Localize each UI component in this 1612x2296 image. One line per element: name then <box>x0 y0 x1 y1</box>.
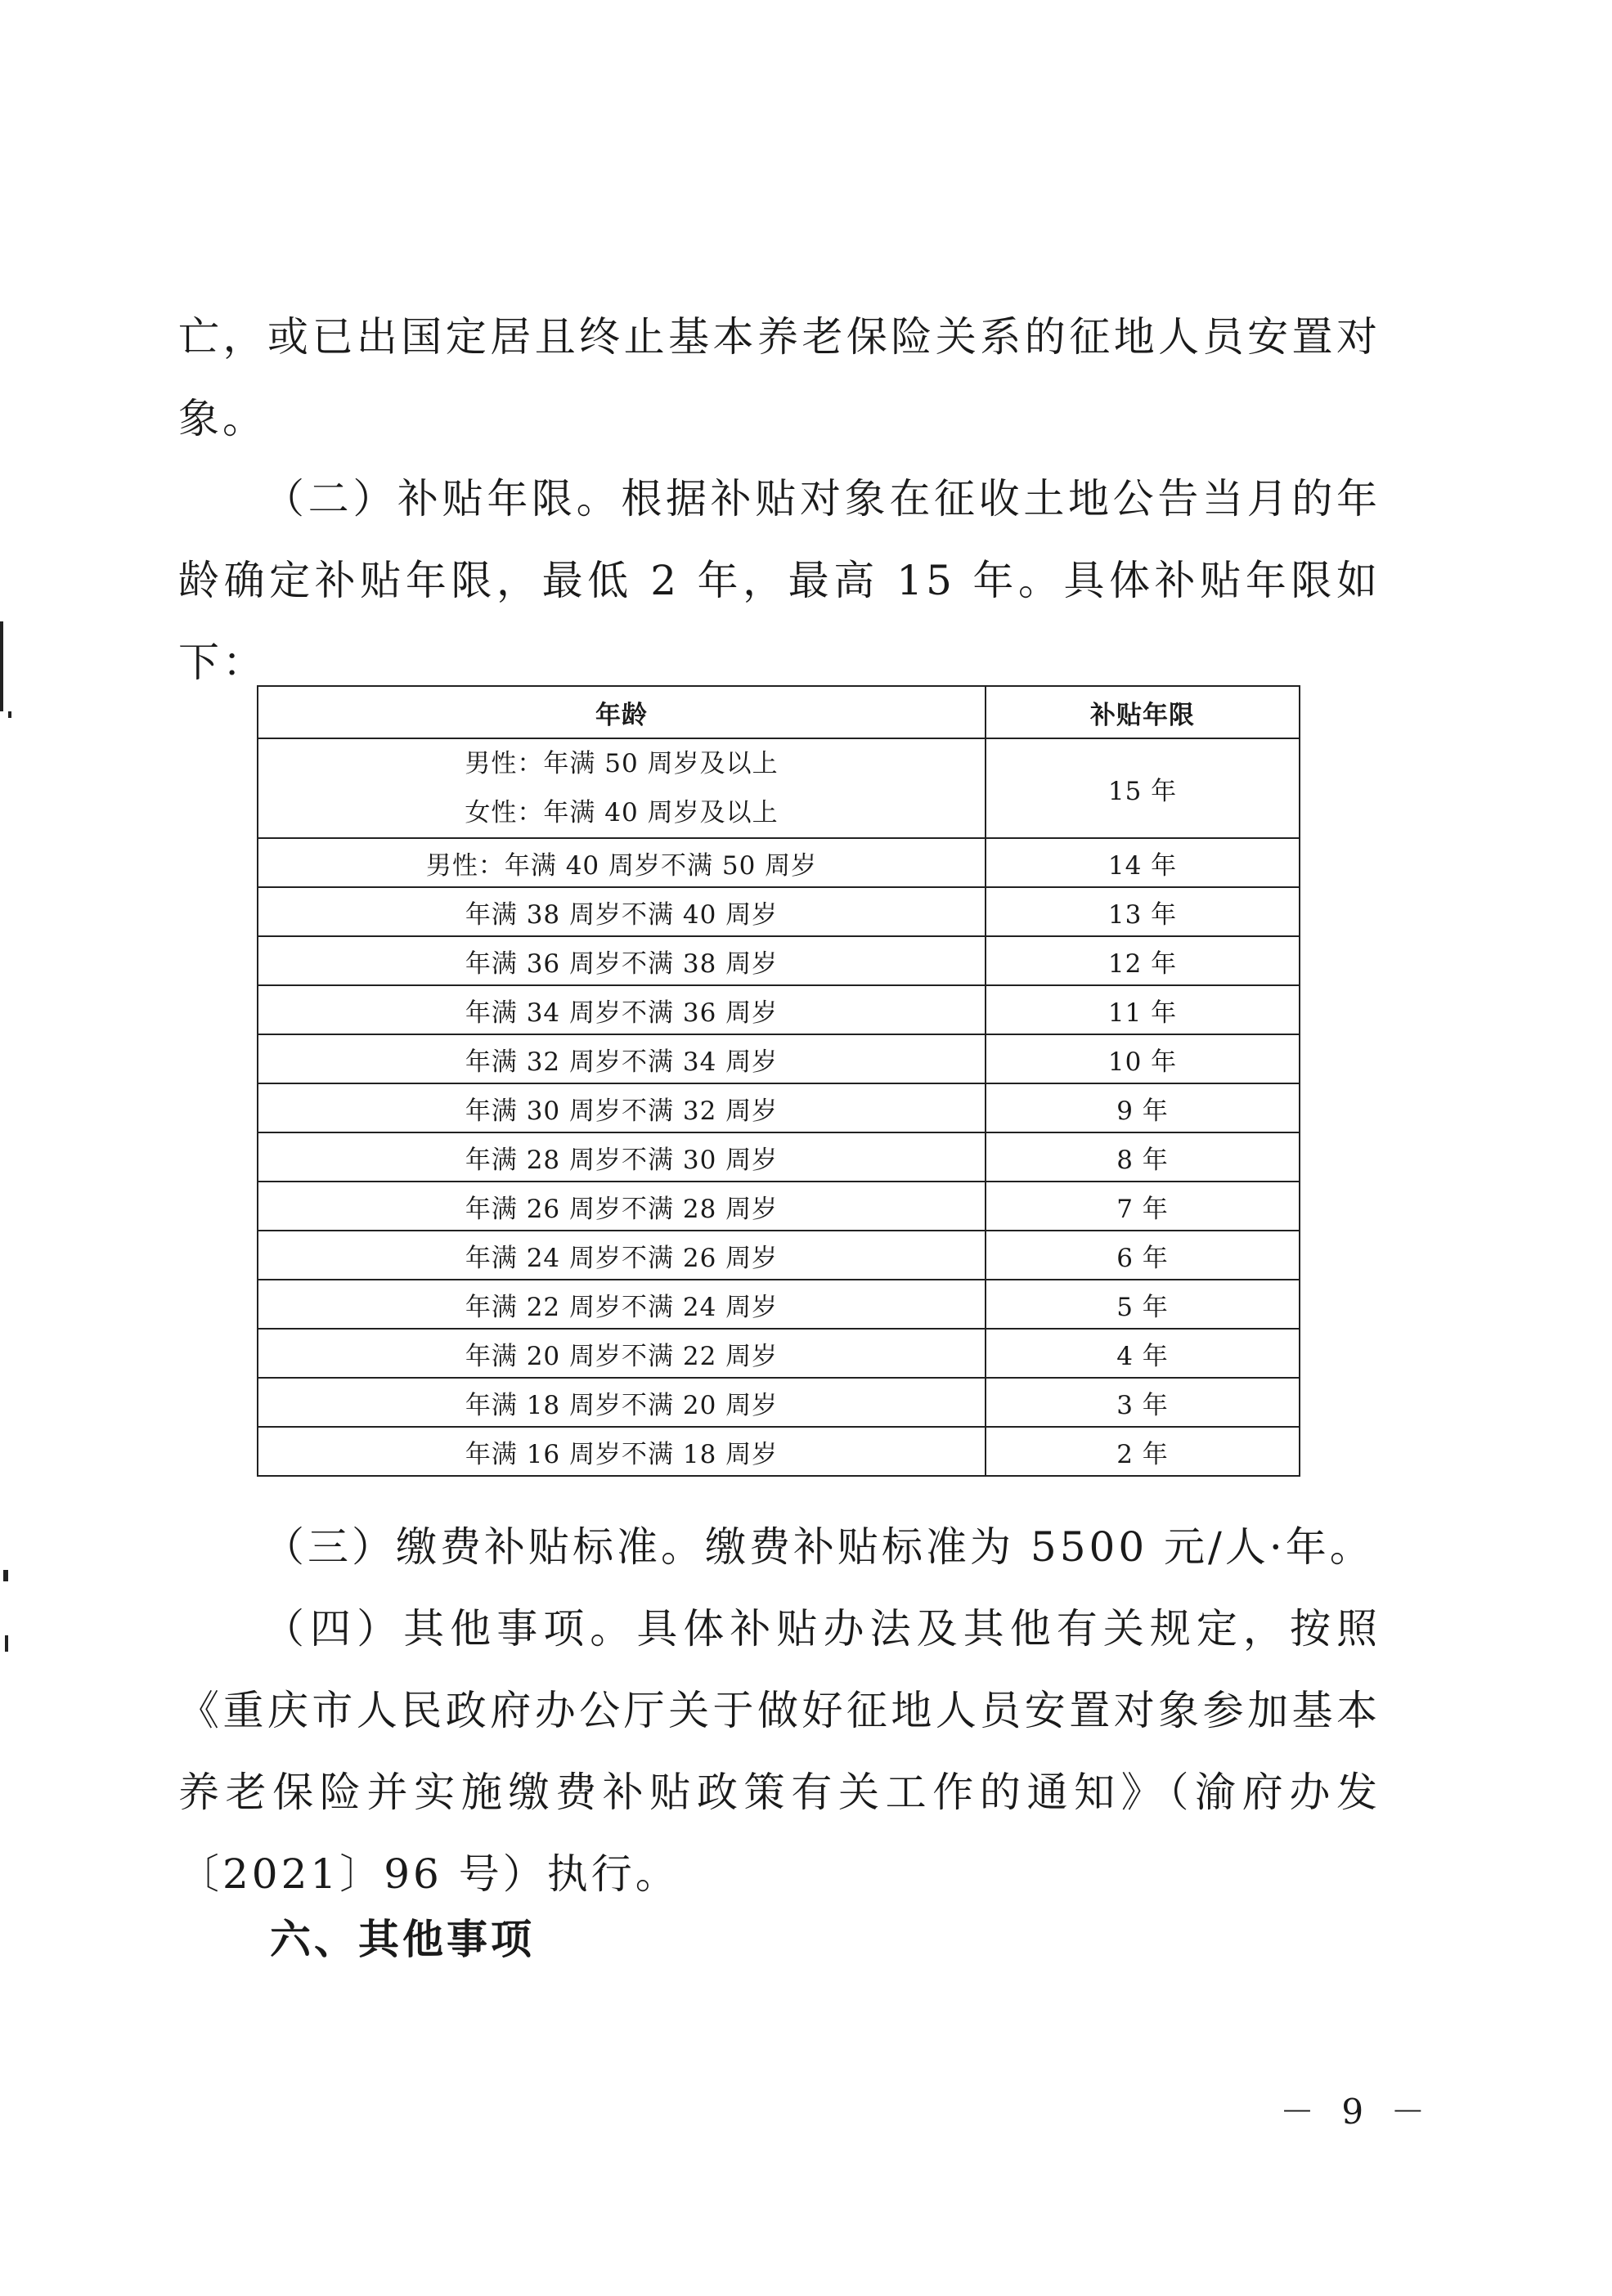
years-cell: 2 年 <box>986 1427 1300 1476</box>
age-line-male: 男性：年满 50 周岁及以上 <box>465 749 779 778</box>
age-cell: 男性：年满 40 周岁不满 50 周岁 <box>258 838 986 887</box>
table-row <box>258 1034 1300 1083</box>
scan-mark <box>8 711 11 718</box>
table-row <box>258 985 1300 1034</box>
subsidy-years-table <box>257 685 1300 1477</box>
age-cell: 年满 22 周岁不满 24 周岁 <box>258 1280 986 1329</box>
age-cell: 年满 32 周岁不满 34 周岁 <box>258 1034 986 1083</box>
age-cell: 年满 20 周岁不满 22 周岁 <box>258 1329 986 1378</box>
table-row <box>258 936 1300 985</box>
age-cell: 年满 38 周岁不满 40 周岁 <box>258 887 986 936</box>
header-years: 补贴年限 <box>986 686 1300 738</box>
table-header-row <box>258 686 1300 738</box>
table-row <box>258 1083 1300 1132</box>
paragraph-4: （四）其他事项。具体补贴办法及其他有关规定，按照《重庆市人民政府办公厅关于做好征地人员安置对象参加基本养老保险并实施缴费补贴政策有关工作的通知》（渝府办发〔2021〕96 号）执行。 <box>178 1605 1381 1898</box>
years-cell: 14 年 <box>986 838 1300 887</box>
years-cell: 8 年 <box>986 1132 1300 1182</box>
years-cell: 13 年 <box>986 887 1300 936</box>
table-row <box>258 1280 1300 1329</box>
scan-mark <box>3 1570 8 1581</box>
age-cell: 年满 36 周岁不满 38 周岁 <box>258 936 986 985</box>
table-row <box>258 1378 1300 1427</box>
table-row <box>258 1427 1300 1476</box>
age-cell <box>258 738 986 838</box>
years-cell: 6 年 <box>986 1231 1300 1280</box>
years-cell: 4 年 <box>986 1329 1300 1378</box>
years-cell: 15 年 <box>986 738 1300 838</box>
years-cell: 9 年 <box>986 1083 1300 1132</box>
age-cell: 年满 30 周岁不满 32 周岁 <box>258 1083 986 1132</box>
table-row <box>258 738 1300 838</box>
header-age: 年龄 <box>258 686 986 738</box>
years-cell: 11 年 <box>986 985 1300 1034</box>
paragraph-2: （二）补贴年限。根据补贴对象在征收土地公告当月的年龄确定补贴年限，最低 2 年，最高 15 年。具体补贴年限如下： <box>178 475 1381 686</box>
years-cell: 3 年 <box>986 1378 1300 1427</box>
table-row <box>258 1132 1300 1182</box>
age-line-female: 女性：年满 40 周岁及以上 <box>465 798 779 827</box>
years-cell: 7 年 <box>986 1182 1300 1231</box>
table-row <box>258 838 1300 887</box>
age-cell: 年满 18 周岁不满 20 周岁 <box>258 1378 986 1427</box>
table-row <box>258 1329 1300 1378</box>
table-row <box>258 887 1300 936</box>
paragraph-1: 亡，或已出国定居且终止基本养老保险关系的征地人员安置对象。 <box>178 313 1381 442</box>
age-cell: 年满 24 周岁不满 26 周岁 <box>258 1231 986 1280</box>
years-cell: 10 年 <box>986 1034 1300 1083</box>
years-cell: 5 年 <box>986 1280 1300 1329</box>
age-cell: 年满 26 周岁不满 28 周岁 <box>258 1182 986 1231</box>
table-row <box>258 1231 1300 1280</box>
paragraph-3: （三）缴费补贴标准。缴费补贴标准为 5500 元/人·年。 <box>263 1523 1374 1571</box>
scan-mark <box>5 1635 8 1652</box>
age-cell: 年满 28 周岁不满 30 周岁 <box>258 1132 986 1182</box>
section-heading: 六、其他事项 <box>270 1916 535 1963</box>
age-cell: 年满 16 周岁不满 18 周岁 <box>258 1427 986 1476</box>
age-cell: 年满 34 周岁不满 36 周岁 <box>258 985 986 1034</box>
years-cell: 12 年 <box>986 936 1300 985</box>
page-number: － 9 － <box>1280 2092 1434 2132</box>
scan-mark <box>0 621 3 711</box>
table-row <box>258 1182 1300 1231</box>
